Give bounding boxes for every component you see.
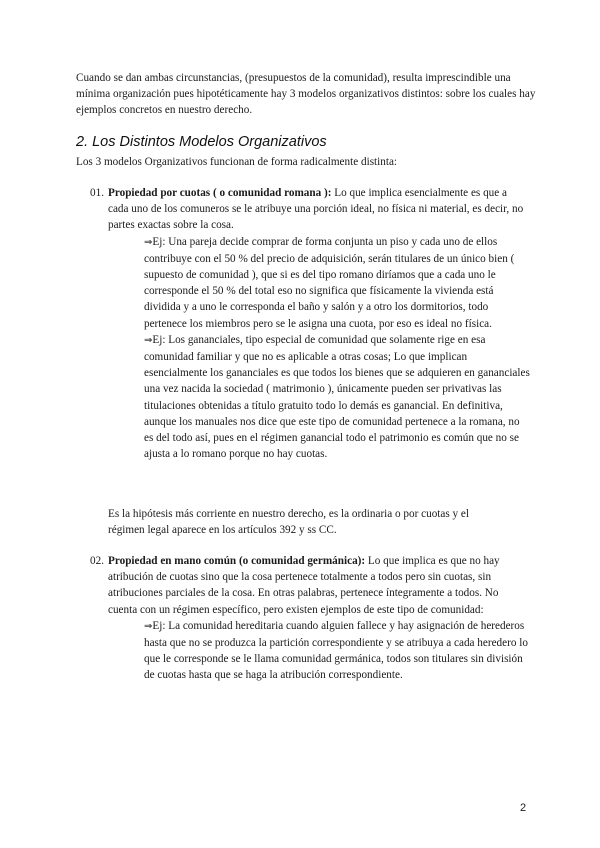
item-text: Lo que implica esencialmente es que a cada uno de los comuneros se le atribuye una porción ideal, no física ni material, es decir, no partes exactas sobre la cosa. — [108, 187, 524, 232]
item-number: 01. — [90, 187, 104, 199]
list-item-01 — [90, 185, 530, 462]
example-paragraph — [144, 332, 530, 463]
example-text: Ej: Una pareja decide comprar de forma conjunta un piso y cada uno de ellos contribuye con el 50 % del precio de adquisición, serán titulares de un único bien ( supuesto de comunidad ), que si es del tipo romano diríamos que a cada uno le corresponde el 50 % del total eso no significa que físicamente la vivienda está dividida y a uno le corresponda el baño y salón y a otro los dormitorios, todo pertenece los miembros pero se le asigna una cuota, por eso es ideal no física. — [144, 235, 515, 330]
item-text: Lo que implica es que no hay atribución de cuotas sino que la cosa pertenece totalmente a todos pero sin cuotas, sin atribuciones parciales de la cosa. En otras palabras, pertenece íntegramente a todos. No cuenta con un régimen específico, pero existen ejemplos de este tipo de comunidad: — [108, 555, 500, 616]
arrow-icon: ⇒ — [144, 334, 153, 346]
page-number: 2 — [520, 802, 527, 814]
item-title: Propiedad por cuotas ( o comunidad romana ): — [108, 187, 332, 199]
example-text: Ej: La comunidad hereditaria cuando alguien fallece y hay asignación de herederos hasta que no se produzca la partición correspondiente y se atribuya a cada heredero lo que le corresponde se le llama comunidad germánica, todos son titulares sin división de cuotas hasta que se haga la atribución correspondiente. — [144, 619, 528, 682]
intro-paragraph: Cuando se dan ambas circunstancias, (presupuestos de la comunidad), resulta imprescindible una mínima organización pues hipotéticamente hay 3 modelos organizativos distintos: sobre los cuales hay ejemplos concretos en nuestro derecho. — [76, 72, 536, 117]
item-number: 02. — [90, 555, 104, 567]
section-intro: Los 3 modelos Organizativos funcionan de forma radicalmente distinta: — [76, 156, 398, 168]
section-heading: 2. Los Distintos Modelos Organizativos — [76, 134, 327, 150]
example-text: Ej: Los gananciales, tipo especial de comunidad que solamente rige en esa comunidad familiar y que no es aplicable a otras cosas; Lo que implican esencialmente los gananciales es que todos los bienes que se adquieren en gananciales una vez nacida la sociedad ( matrimonio ), únicamente pueden ser privativas las titulaciones obtenidas a título gratuito todo lo demás es ganancial. En definitiva, aunque los manuales nos dice que este tipo de comunidad pertenece a la romana, no es del todo así, pues en el régimen ganancial todo el patrimonio es común que no se ajusta a lo romano porque no hay cuotas. — [144, 333, 530, 461]
list-item-02 — [90, 553, 530, 684]
example-paragraph — [144, 234, 530, 332]
arrow-icon: ⇒ — [144, 236, 153, 248]
example-paragraph — [144, 618, 530, 684]
item-title: Propiedad en mano común (o comunidad germánica): — [108, 555, 366, 567]
note-paragraph: Es la hipótesis más corriente en nuestro derecho, es la ordinaria o por cuotas y el régimen legal aparece en los artículos 392 y ss CC. — [108, 508, 469, 537]
arrow-icon: ⇒ — [144, 620, 153, 632]
